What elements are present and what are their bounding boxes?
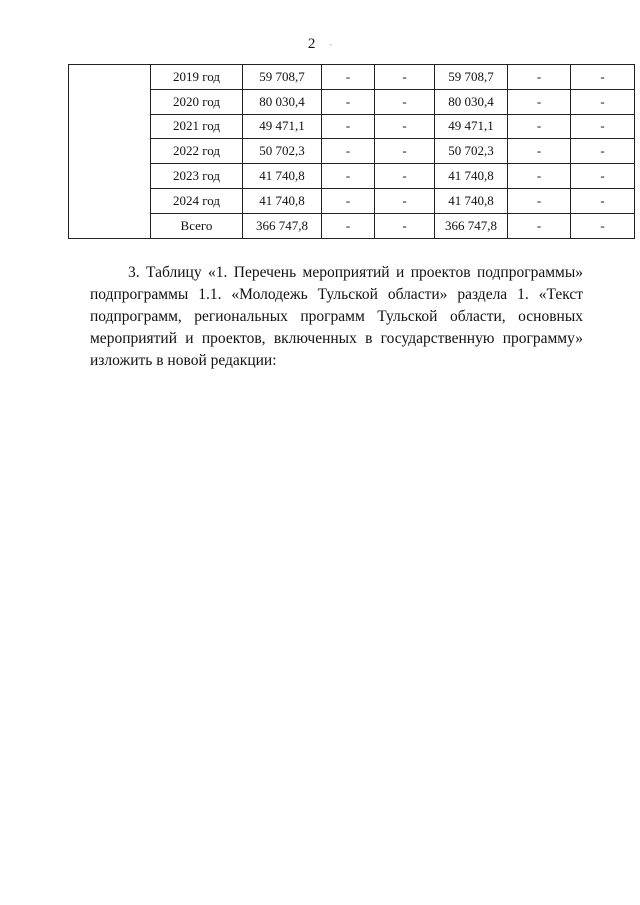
col-1-cell: - bbox=[322, 89, 375, 114]
col-4-cell: - bbox=[508, 188, 571, 213]
year-cell: 2020 год bbox=[151, 89, 243, 114]
col-3-cell: 50 702,3 bbox=[435, 139, 508, 164]
year-cell: 2023 год bbox=[151, 164, 243, 189]
budget-table bbox=[68, 64, 635, 239]
col-1-cell: - bbox=[322, 114, 375, 139]
col-3-cell: 59 708,7 bbox=[435, 65, 508, 90]
col-1-cell: - bbox=[322, 65, 375, 90]
page-number-value: 2 bbox=[307, 36, 316, 52]
col-1-cell: - bbox=[322, 139, 375, 164]
col-5-cell: - bbox=[571, 188, 635, 213]
col-3-cell: 41 740,8 bbox=[435, 188, 508, 213]
total-cell: 41 740,8 bbox=[243, 188, 322, 213]
page-mark: - bbox=[329, 40, 333, 50]
table-row bbox=[69, 139, 635, 164]
total-cell: 49 471,1 bbox=[243, 114, 322, 139]
year-cell: 2019 год bbox=[151, 65, 243, 90]
total-cell: 41 740,8 bbox=[243, 164, 322, 189]
year-cell: 2024 год bbox=[151, 188, 243, 213]
col-5-cell: - bbox=[571, 114, 635, 139]
total-cell: 59 708,7 bbox=[243, 65, 322, 90]
year-cell: 2021 год bbox=[151, 114, 243, 139]
table-row bbox=[69, 89, 635, 114]
col-3-cell: 49 471,1 bbox=[435, 114, 508, 139]
col-2-cell: - bbox=[375, 188, 435, 213]
total-cell: 80 030,4 bbox=[243, 89, 322, 114]
col-2-cell: - bbox=[375, 89, 435, 114]
col-4-cell: - bbox=[508, 114, 571, 139]
col-2-cell: - bbox=[375, 164, 435, 189]
col-2-cell: - bbox=[375, 114, 435, 139]
col-1-cell: - bbox=[322, 188, 375, 213]
total-cell: 50 702,3 bbox=[243, 139, 322, 164]
col-5-cell: - bbox=[571, 213, 635, 238]
col-5-cell: - bbox=[571, 139, 635, 164]
year-cell: Всего bbox=[151, 213, 243, 238]
total-cell: 366 747,8 bbox=[243, 213, 322, 238]
col-2-cell: - bbox=[375, 65, 435, 90]
merged-empty-cell bbox=[69, 65, 151, 239]
col-4-cell: - bbox=[508, 213, 571, 238]
table-row bbox=[69, 213, 635, 238]
table-row bbox=[69, 65, 635, 90]
col-4-cell: - bbox=[508, 139, 571, 164]
table-row bbox=[69, 114, 635, 139]
col-5-cell: - bbox=[571, 164, 635, 189]
col-2-cell: - bbox=[375, 139, 435, 164]
col-4-cell: - bbox=[508, 164, 571, 189]
page-number bbox=[0, 36, 640, 53]
col-1-cell: - bbox=[322, 213, 375, 238]
col-2-cell: - bbox=[375, 213, 435, 238]
col-4-cell: - bbox=[508, 65, 571, 90]
col-4-cell: - bbox=[508, 89, 571, 114]
table-row bbox=[69, 188, 635, 213]
col-1-cell: - bbox=[322, 164, 375, 189]
col-3-cell: 80 030,4 bbox=[435, 89, 508, 114]
col-5-cell: - bbox=[571, 89, 635, 114]
amendment-paragraph: 3. Таблицу «1. Перечень мероприятий и проектов подпрограммы» подпрограммы 1.1. «Молодежь Тульской области» раздела 1. «Текст подпрограмм, региональных программ Тульской области, основных мероприятий и проектов, включенных в государственную программу» изложить в новой редакции: bbox=[90, 264, 583, 369]
year-cell: 2022 год bbox=[151, 139, 243, 164]
col-3-cell: 41 740,8 bbox=[435, 164, 508, 189]
col-5-cell: - bbox=[571, 65, 635, 90]
table-row bbox=[69, 164, 635, 189]
col-3-cell: 366 747,8 bbox=[435, 213, 508, 238]
